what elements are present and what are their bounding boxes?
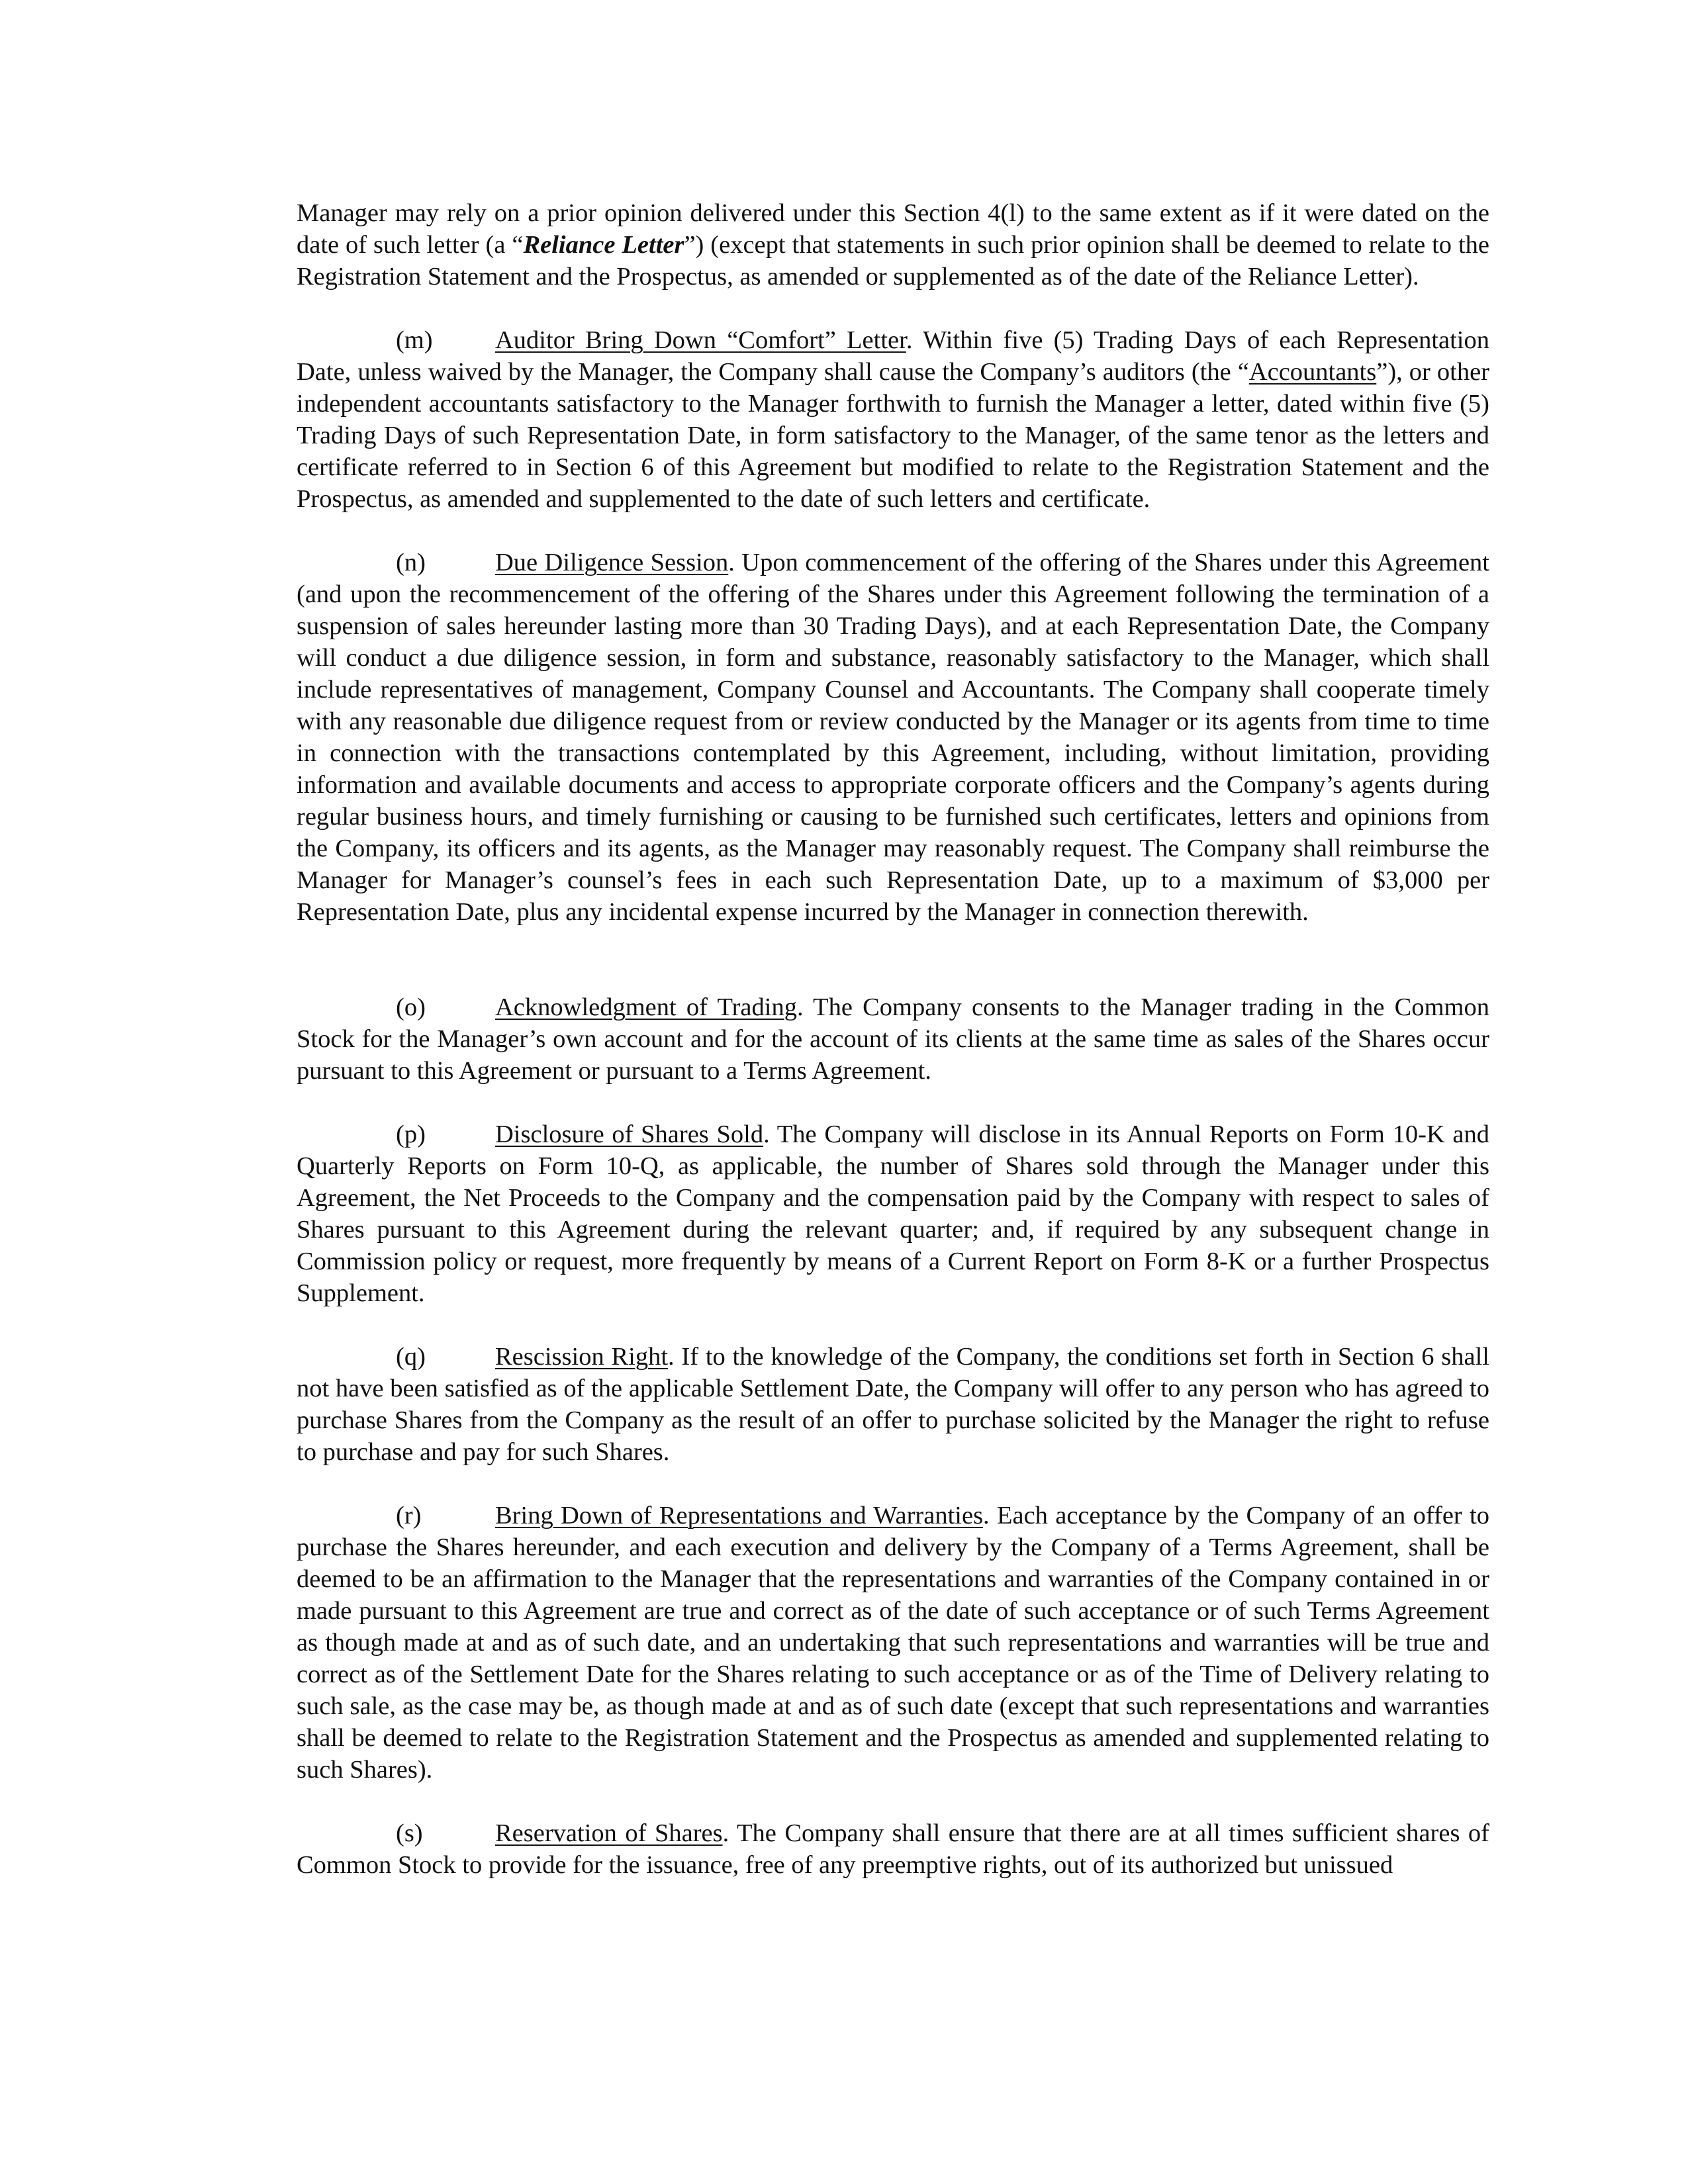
paragraph-heading: Disclosure of Shares Sold: [495, 1120, 764, 1148]
paragraph-label: (r): [396, 1502, 422, 1529]
document-page: [297, 197, 1489, 1913]
paragraph-p: [297, 1118, 1489, 1309]
paragraph-text: . The Company will disclose in its Annual Reports on Form 10-K and Quarterly Reports on Form 10-Q, as applicable, the number of Shares sold through the Manager under this Agreement, the Net Proceeds to the Company and the compensation paid by the Company with respect to sales of Shares pursuant to this Agreement during the relevant quarter; and, if required by any subsequent change in Commission policy or request, more frequently by means of a Current Report on Form 8-K or a further Prospectus Supplement.: [297, 1120, 1489, 1307]
paragraph-label: (n): [396, 549, 426, 576]
paragraph-text: . If to the knowledge of the Company, the conditions set forth in Section 6 shall not have been satisfied as of the applicable Settlement Date, the Company will offer to any person who has agreed to purchase Shares from the Company as the result of an offer to purchase solicited by the Manager the right to refuse to purchase and pay for such Shares.: [297, 1343, 1489, 1466]
paragraph-label: (m): [396, 326, 433, 354]
paragraph-heading: Rescission Right: [495, 1343, 669, 1371]
paragraph-s: [297, 1817, 1489, 1881]
paragraph-m: [297, 324, 1489, 515]
paragraph-r: [297, 1500, 1489, 1786]
paragraph-text: Manager may rely on a prior opinion delivered under this Section 4(l) to the same extent as if it were dated on the date of such letter (a “: [297, 199, 1489, 259]
paragraph-label: (o): [396, 993, 426, 1021]
paragraph-heading: Reservation of Shares: [495, 1819, 723, 1847]
paragraph-text: . The Company shall ensure that there are at all times sufficient shares of Common Stock to provide for the issuance, free of any preemptive rights, out of its authorized but unissued: [297, 1819, 1489, 1879]
paragraph-label: (s): [396, 1819, 423, 1847]
paragraph-n: [297, 547, 1489, 928]
paragraph-text: ”) (except that statements in such prior opinion shall be deemed to relate to the Registration Statement and the Prospectus, as amended or supplemented as of the date of the Reliance Letter).: [297, 231, 1489, 291]
paragraph-l-continued: [297, 197, 1489, 293]
paragraph-text: . Each acceptance by the Company of an offer to purchase the Shares hereunder, and each execution and delivery by the Company of a Terms Agreement, shall be deemed to be an affirmation to the Manager that the representations and warranties of the Company contained in or made pursuant to this Agreement are true and correct as of the date of such acceptance or of such Terms Agreement as though made at and as of such date, and an undertaking that such representations and warranties will be true and correct as of the Settlement Date for the Shares relating to such acceptance or as of the Time of Delivery relating to such sale, as the case may be, as though made at and as of such date (except that such representations and warranties shall be deemed to relate to the Registration Statement and the Prospectus as amended and supplemented relating to such Shares).: [297, 1502, 1489, 1784]
paragraph-heading: Bring Down of Representations and Warranties: [495, 1502, 984, 1529]
paragraph-q: [297, 1341, 1489, 1468]
defined-term-accountants: Accountants: [1248, 358, 1377, 386]
paragraph-text: ”), or other independent accountants satisfactory to the Manager forthwith to furnish the Manager a letter, dated within five (5) Trading Days of such Representation Date, in form satisfactory to the Manager, of the same tenor as the letters and certificate referred to in Section 6 of this Agreement but modified to relate to the Registration Statement and the Prospectus, as amended and supplemented to the date of such letters and certificate.: [297, 358, 1489, 513]
paragraph-text: . Within five (5) Trading Days of each Representation Date, unless waived by the Manager, the Company shall cause the Company’s auditors (the “: [297, 326, 1489, 386]
paragraph-heading: Acknowledgment of Trading: [495, 993, 797, 1021]
paragraph-o: [297, 991, 1489, 1087]
paragraph-label: (p): [396, 1120, 426, 1148]
paragraph-text: . Upon commencement of the offering of the Shares under this Agreement (and upon the recommencement of the offering of the Shares under this Agreement following the termination of a suspension of sales hereunder lasting more than 30 Trading Days), and at each Representation Date, the Company will conduct a due diligence session, in form and substance, reasonably satisfactory to the Manager, which shall include representatives of management, Company Counsel and Accountants. The Company shall cooperate timely with any reasonable due diligence request from or review conducted by the Manager or its agents from time to time in connection with the transactions contemplated by this Agreement, including, without limitation, providing information and available documents and access to appropriate corporate officers and the Company’s agents during regular business hours, and timely furnishing or causing to be furnished such certificates, letters and opinions from the Company, its officers and its agents, as the Manager may reasonably request. The Company shall reimburse the Manager for Manager’s counsel’s fees in each such Representation Date, up to a maximum of $3,000 per Representation Date, plus any incidental expense incurred by the Manager in connection therewith.: [297, 549, 1489, 926]
paragraph-heading: Auditor Bring Down “Comfort” Letter: [495, 326, 906, 354]
paragraph-heading: Due Diligence Session: [495, 549, 729, 576]
paragraph-text: . The Company consents to the Manager trading in the Common Stock for the Manager’s own account and for the account of its clients at the same time as sales of the Shares occur pursuant to this Agreement or pursuant to a Terms Agreement.: [297, 993, 1489, 1085]
defined-term-reliance-letter: Reliance Letter: [523, 231, 684, 259]
paragraph-label: (q): [396, 1343, 426, 1371]
